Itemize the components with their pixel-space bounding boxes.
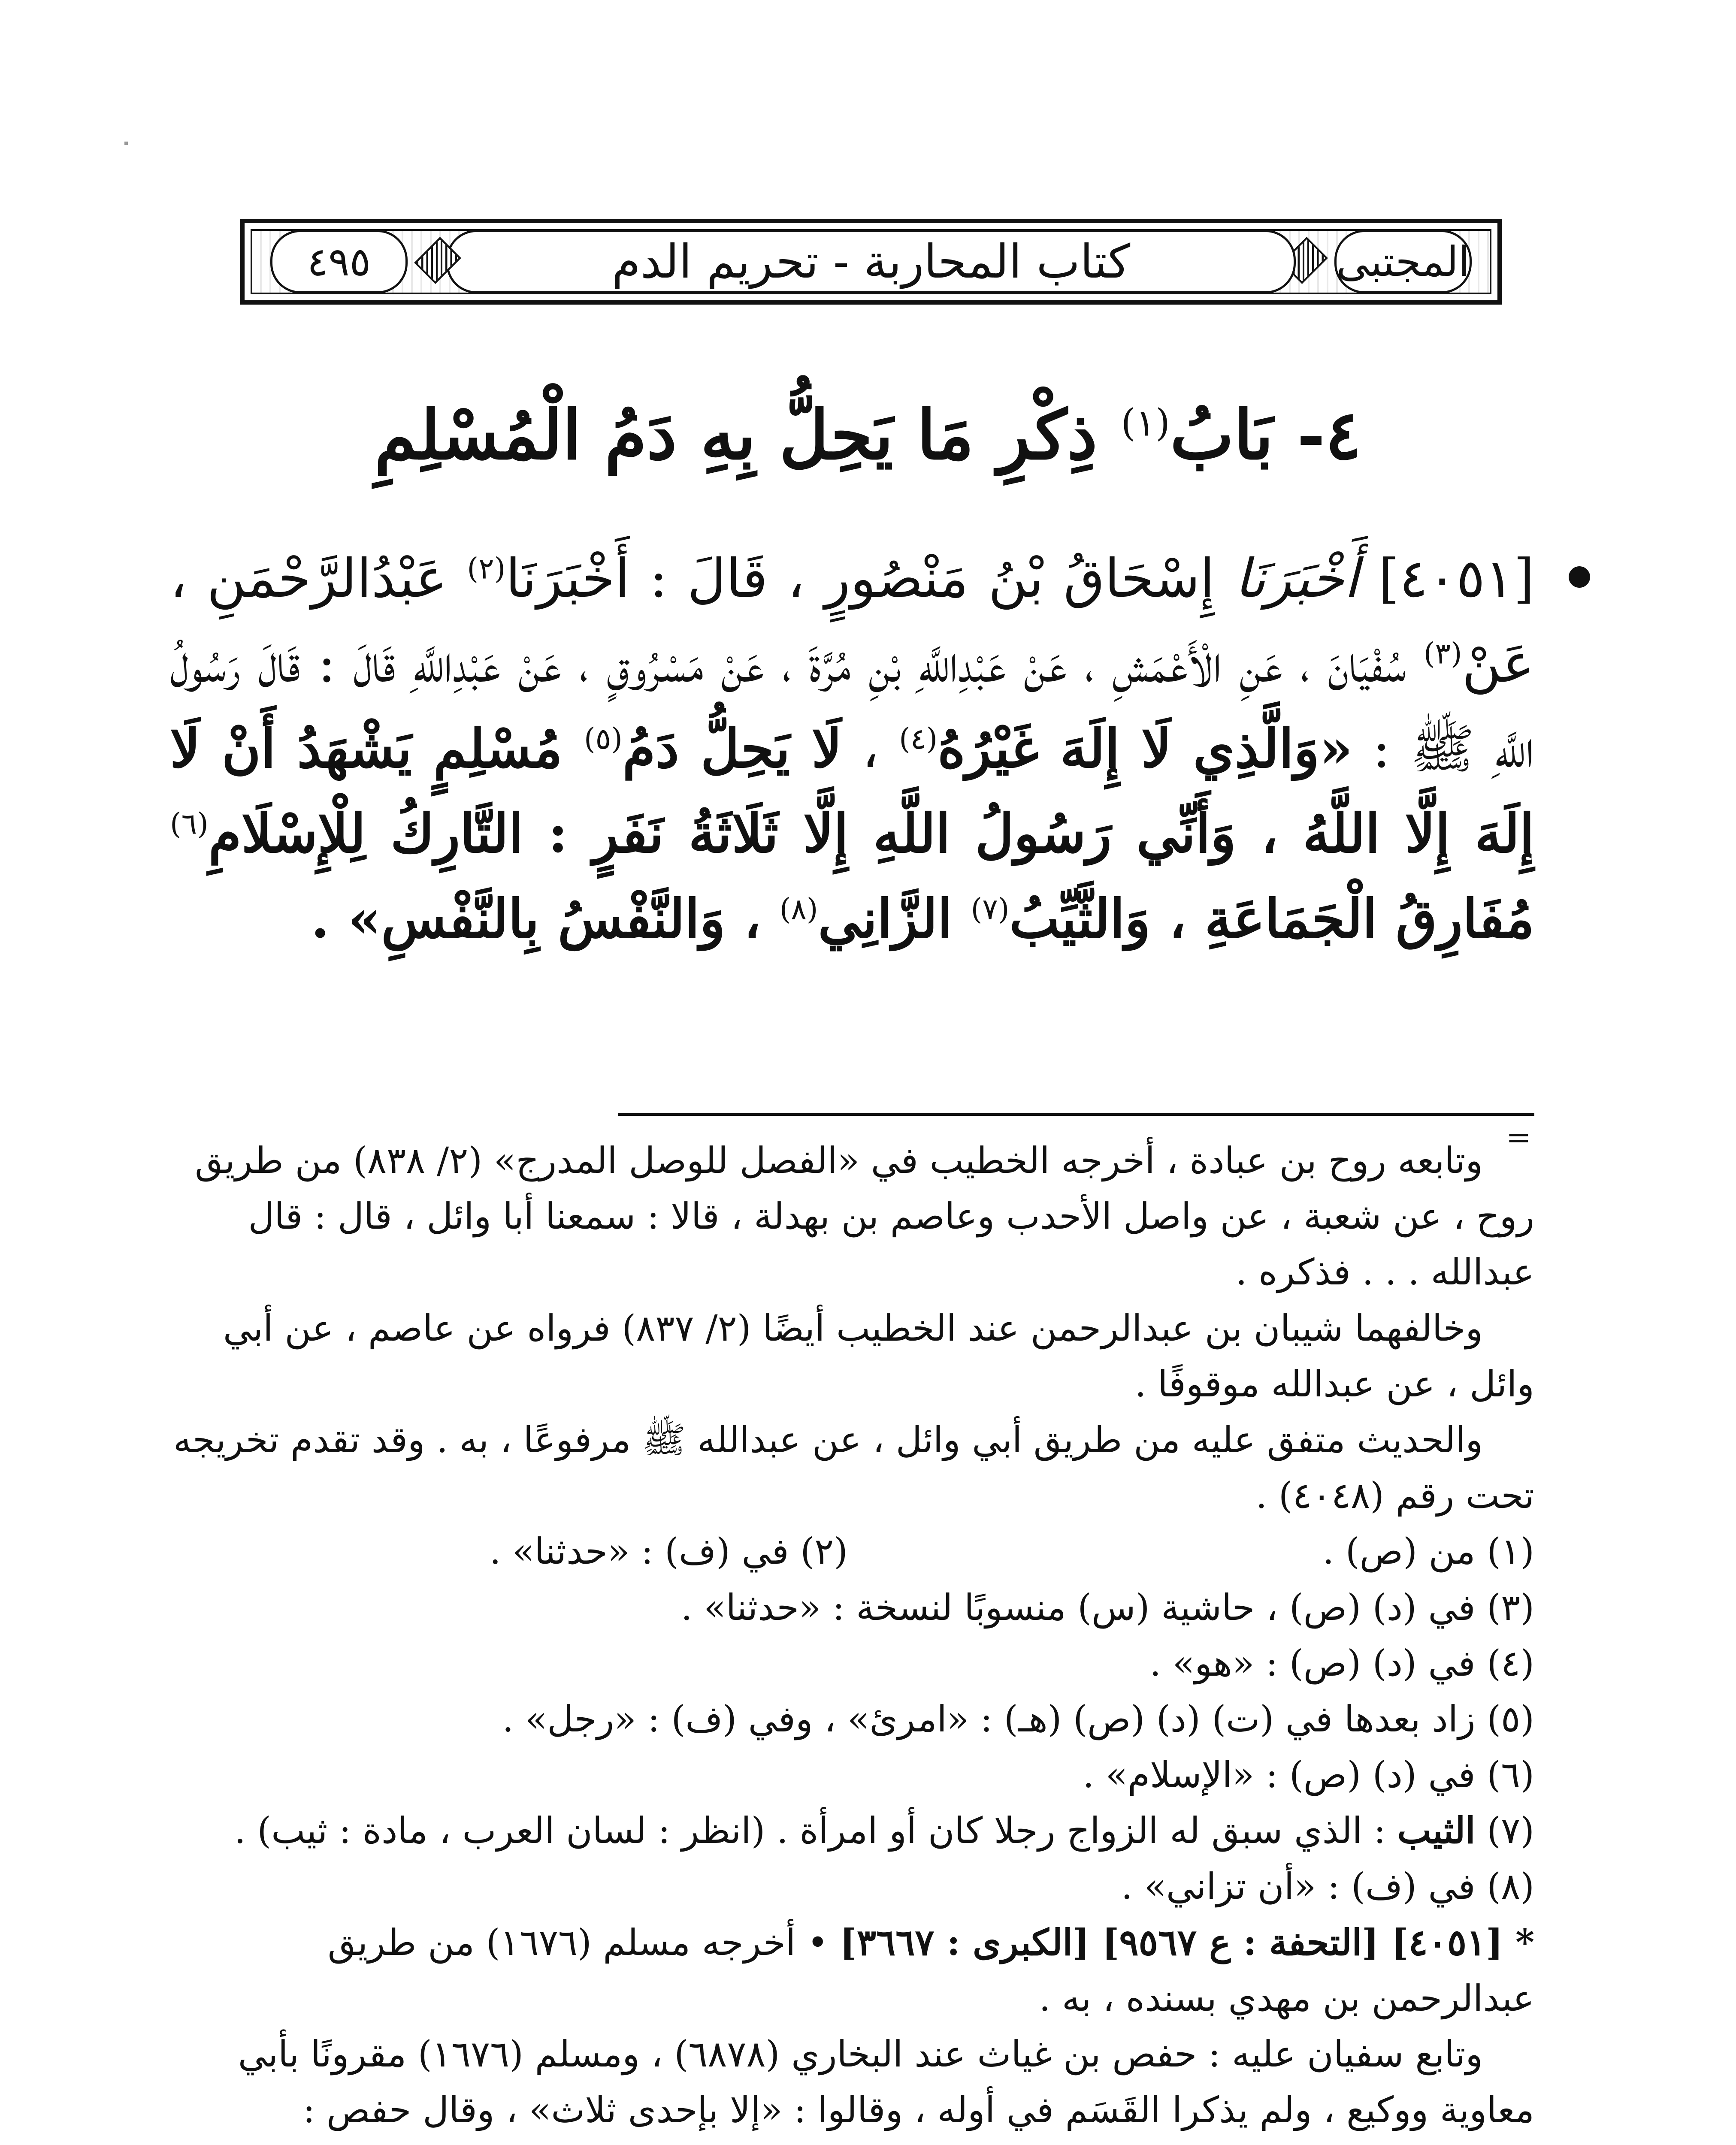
footnote-ref: (٨) [779,892,818,927]
section-title-cartouche [446,230,1296,293]
matn-text: مُسْلِمٍ يَشْهَدُ أَنْ لَا إِلَهَ إِلَّا اللَّهُ ، وَأَنِّي رَسُولُ اللَّهِ إِلَّا ثَلَاثَةُ نَفَرٍ : التَّارِكُ لِلْإِسْلَامِ [170,717,1534,865]
section-title: كتاب المحاربة - تحريم الدم [611,235,1131,289]
definition-text: : الذي سبق له الزواج رجلا كان أو امرأة . (انظر : لسان العرب ، مادة : ثيب) . [234,1810,1397,1852]
footnote-ref: (٤) [899,722,938,756]
footnote-number: (٧) [1475,1810,1534,1852]
defined-term: الثيب [1397,1809,1476,1852]
footnote-ref: (٧) [971,892,1010,927]
page-number-cartouche [270,230,408,293]
book-name: المجتبى [1336,238,1470,286]
footnotes [161,1133,1534,2145]
matn-text: مُفَارِقُ الْجَمَاعَةِ ، وَالثَّيِّبُ [1009,888,1534,950]
footnote-ref: (٥) [584,722,623,756]
page-header [240,219,1502,305]
footnote-2: (٢) في (ف) : «حدثنا» . [489,1530,848,1573]
isnad-text: إِسْحَاقُ بْنُ مَنْصُورٍ ، قَالَ : أَخْبَرَنَا [505,548,1235,610]
isnad-text: عَبْدُالرَّحْمَنِ ، عَنْ [170,548,1535,695]
matn-text: الزَّانِي [818,888,971,950]
takhrij-text: • أخرجه مسلم (١٦٧٦) من طريق عبدالرحمن بن مهدي بسنده ، به . [327,1921,1534,2019]
hadith-text [170,536,1534,962]
scan-dot [124,142,128,145]
page-number: ٤٩٥ [307,239,371,285]
footnote-1: (١) من (ص) . [1322,1530,1534,1573]
chapter-heading [0,395,1736,476]
takhrij-refs: [٤٠٥١] [التحفة : ع ٩٥٦٧] [الكبرى : ٣٦٦٧] [840,1921,1503,1964]
continuation-mark: = [1506,1120,1531,1155]
matn-text: ، وَالنَّفْسُ بِالنَّفْسِ» . [311,888,780,950]
note-paragraph: والحديث متفق عليه من طريق أبي وائل ، عن عبدالله ﷺ مرفوعًا ، به . وقد تقدم تخريجه تحت رقم (٤٠٤٨) . [173,1418,1534,1517]
footnote-4: (٤) في (د) (ص) : «هو» . [1149,1642,1534,1684]
bullet-icon [1569,566,1590,588]
footnote-divider [618,1113,1534,1116]
note-paragraph: وخالفهما شيبان بن عبدالرحمن عند الخطيب أيضًا (٢/ ٨٣٧) فرواه عن عاصم ، عن أبي وائل ، عن عبدالله موقوفًا . [223,1307,1534,1405]
hadith-number: [٤٠٥١] [1358,548,1534,610]
book-name-cartouche [1334,230,1472,293]
note-paragraph: وتابعه روح بن عبادة ، أخرجه الخطيب في «الفصل للوصل المدرج» (٢/ ٨٣٨) من طريق روح ، عن شعبة ، عن واصل الأحدب وعاصم بن بهدلة ، قالا : سمعنا أبا وائل ، قال : قال عبدالله . . . فذكره . [195,1139,1534,1293]
isnad-text: سُفْيَانَ ، عَنِ الْأَعْمَشِ ، عَنْ عَبْدِاللَّهِ بْنِ مُرَّةَ ، عَنْ مَسْرُوقٍ ، عَنْ عَبْدِاللَّهِ قَالَ : قَالَ رَسُولُ اللَّهِ ﷺ : [170,633,1534,780]
star-icon: * [1503,1921,1534,1964]
chapter-number: ٤- بَابُ [1170,396,1362,475]
footnote-3: (٣) في (د) (ص) ، حاشية (س) منسوبًا لنسخة : «حدثنا» . [681,1586,1534,1628]
chapter-title: ذِكْرِ مَا يَحِلُّ بِهِ دَمُ الْمُسْلِمِ [374,396,1121,475]
footnote-ref: (٦) [170,807,209,841]
footnote-ref: (١) [1121,401,1170,445]
footnote-ref: (٢) [467,552,506,586]
isnad-akhbarana: أَخْبَرَنَا [1234,548,1359,610]
footnote-7 [161,1803,1534,1858]
footnote-6: (٦) في (د) (ص) : «الإسلام» . [1083,1754,1534,1796]
separator: ، [842,718,899,780]
footnote-8: (٨) في (ف) : «أن تزاني» . [1121,1865,1534,1908]
takhrij-entry [161,1915,1534,2026]
matn-text: لَا يَحِلُّ دَمُ [622,717,842,780]
footnote-5: (٥) زاد بعدها في (ت) (د) (ص) (هـ) : «امرئ» ، وفي (ف) : «رجل» . [502,1698,1534,1740]
matn-text: «وَالَّذِي لَا إِلَهَ غَيْرُهُ [938,717,1353,780]
footnote-ref: (٣) [1423,637,1462,671]
footnote-row [161,1523,1534,1579]
note-paragraph: وتابع سفيان عليه : حفص بن غياث عند البخاري (٦٨٧٨) ، ومسلم (١٦٧٦) مقرونًا بأبي معاوية ووكيع ، ولم يذكرا القَسَم في أوله ، وقالوا : «إلا بإحدى ثلاث» ، وقال حفص : [238,2033,1534,2131]
